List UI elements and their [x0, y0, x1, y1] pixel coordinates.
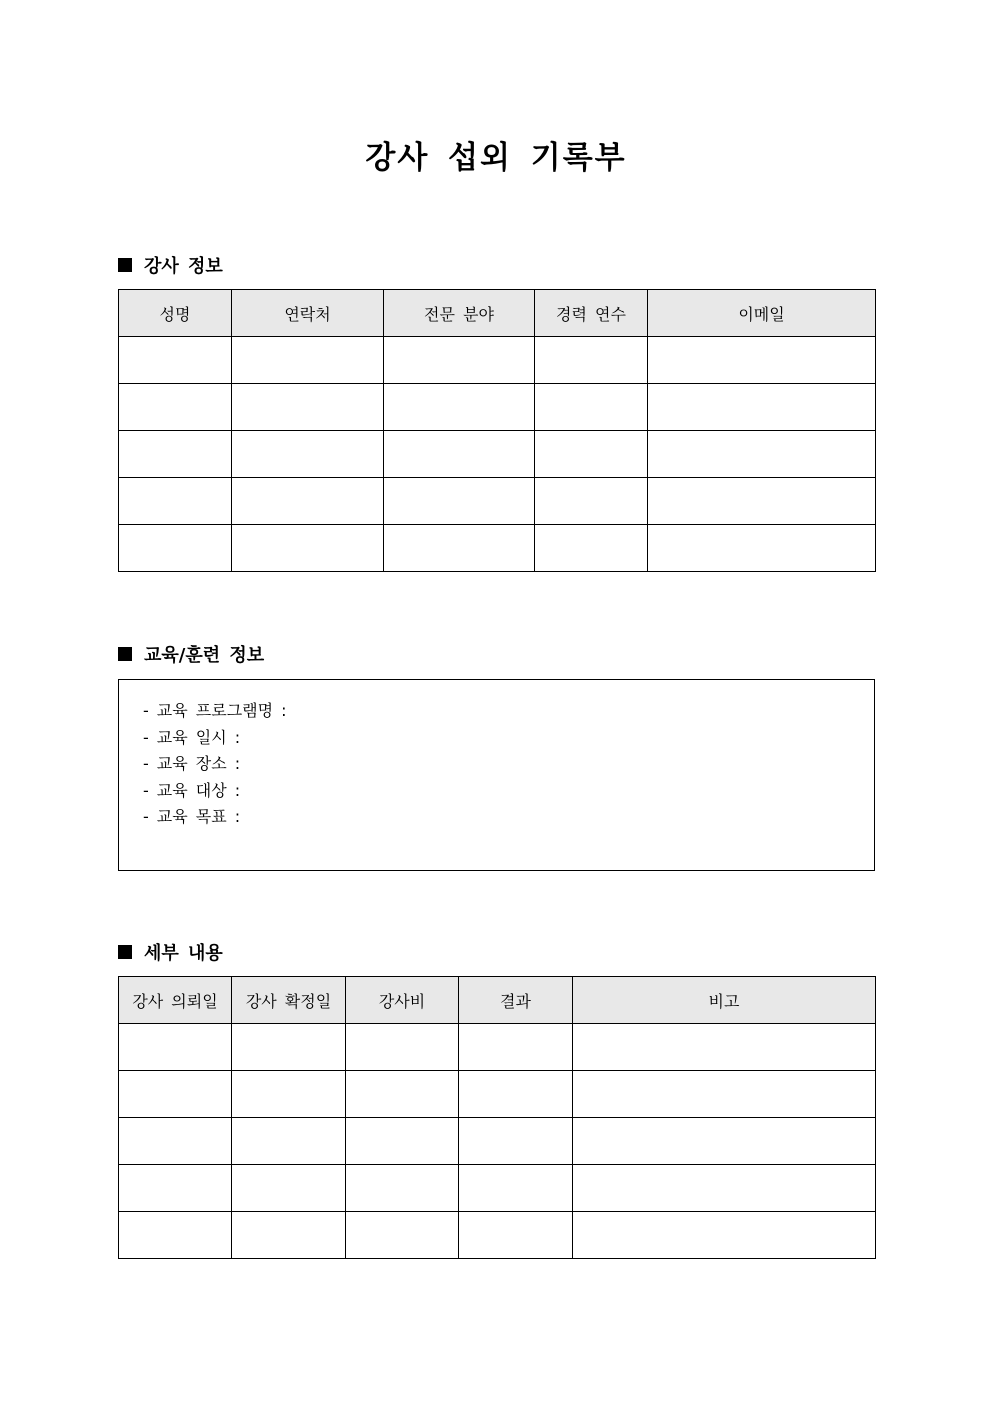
table-cell[interactable] [535, 337, 648, 384]
table-cell[interactable] [648, 431, 876, 478]
table-cell[interactable] [119, 1024, 232, 1071]
list-item[interactable]: - 교육 일시 : [143, 727, 241, 747]
list-item[interactable]: - 교육 목표 : [143, 807, 241, 827]
table-cell[interactable] [346, 1118, 459, 1165]
table-cell[interactable] [232, 1024, 346, 1071]
table-cell[interactable] [119, 1118, 232, 1165]
column-header-remarks: 비고 [573, 977, 876, 1024]
column-header-specialty: 전문 분야 [384, 290, 535, 337]
table-cell[interactable] [535, 478, 648, 525]
table-cell[interactable] [346, 1212, 459, 1259]
section-heading-label: 세부 내용 [144, 943, 223, 964]
table-cell[interactable] [459, 1165, 573, 1212]
table-row [119, 1071, 876, 1118]
section-heading-label: 교육/훈련 정보 [144, 645, 265, 666]
table-cell[interactable] [346, 1024, 459, 1071]
list-item[interactable]: - 교육 대상 : [143, 780, 241, 800]
table-cell[interactable] [232, 337, 384, 384]
column-header-request-date: 강사 의뢰일 [119, 977, 232, 1024]
table-cell[interactable] [384, 525, 535, 572]
table-cell[interactable] [648, 478, 876, 525]
list-item-label: 교육 프로그램명 : [156, 701, 287, 720]
table-cell[interactable] [459, 1071, 573, 1118]
table-row [119, 525, 876, 572]
table-cell[interactable] [232, 1071, 346, 1118]
table-cell[interactable] [119, 525, 232, 572]
table-cell[interactable] [346, 1165, 459, 1212]
table-cell[interactable] [573, 1165, 876, 1212]
table-cell[interactable] [573, 1024, 876, 1071]
table-cell[interactable] [119, 431, 232, 478]
column-header-email: 이메일 [648, 290, 876, 337]
table-cell[interactable] [119, 1165, 232, 1212]
table-cell[interactable] [384, 478, 535, 525]
table-header-row [119, 290, 876, 337]
table-cell[interactable] [119, 1071, 232, 1118]
column-header-contact: 연락처 [232, 290, 384, 337]
table-cell[interactable] [535, 525, 648, 572]
table-cell[interactable] [232, 1212, 346, 1259]
table-row [119, 1165, 876, 1212]
table-row [119, 1212, 876, 1259]
table-header-row [119, 977, 876, 1024]
section-heading-details [118, 940, 223, 964]
section-heading-label: 강사 정보 [144, 256, 223, 277]
page-title: 강사 섭외 기록부 [365, 140, 627, 176]
list-item-label: 교육 대상 : [156, 780, 241, 800]
column-header-fee: 강사비 [346, 977, 459, 1024]
table-cell[interactable] [232, 1165, 346, 1212]
table-cell[interactable] [573, 1071, 876, 1118]
table-cell[interactable] [535, 431, 648, 478]
list-item-label: 교육 장소 : [156, 754, 241, 774]
column-header-experience: 경력 연수 [535, 290, 648, 337]
table-cell[interactable] [232, 1118, 346, 1165]
table-cell[interactable] [346, 1071, 459, 1118]
table-cell[interactable] [119, 1212, 232, 1259]
table-cell[interactable] [384, 384, 535, 431]
square-bullet-icon [118, 647, 132, 661]
square-bullet-icon [118, 945, 132, 959]
instructor-table [118, 289, 876, 572]
column-header-name: 성명 [119, 290, 232, 337]
details-table [118, 976, 876, 1259]
table-row [119, 1024, 876, 1071]
table-cell[interactable] [119, 337, 232, 384]
table-cell[interactable] [384, 337, 535, 384]
table-cell[interactable] [459, 1024, 573, 1071]
table-cell[interactable] [119, 384, 232, 431]
training-info-box [118, 679, 875, 871]
table-row [119, 431, 876, 478]
table-cell[interactable] [232, 431, 384, 478]
column-header-result: 결과 [459, 977, 573, 1024]
list-item[interactable]: - 교육 프로그램명 : [143, 701, 287, 720]
table-cell[interactable] [535, 384, 648, 431]
table-cell[interactable] [459, 1212, 573, 1259]
table-row [119, 478, 876, 525]
table-cell[interactable] [232, 525, 384, 572]
table-cell[interactable] [232, 384, 384, 431]
table-row [119, 384, 876, 431]
table-cell[interactable] [573, 1118, 876, 1165]
table-cell[interactable] [384, 431, 535, 478]
section-heading-instructor [118, 253, 223, 277]
table-cell[interactable] [648, 337, 876, 384]
table-row [119, 337, 876, 384]
list-item-label: 교육 목표 : [156, 807, 241, 827]
table-cell[interactable] [648, 384, 876, 431]
table-cell[interactable] [648, 525, 876, 572]
table-cell[interactable] [459, 1118, 573, 1165]
training-info-list [119, 680, 874, 831]
table-row [119, 1118, 876, 1165]
list-item-label: 교육 일시 : [156, 727, 241, 747]
table-cell[interactable] [232, 478, 384, 525]
column-header-confirm-date: 강사 확정일 [232, 977, 346, 1024]
table-cell[interactable] [573, 1212, 876, 1259]
list-item[interactable]: - 교육 장소 : [143, 754, 241, 774]
section-heading-training [118, 642, 264, 666]
square-bullet-icon [118, 258, 132, 272]
table-cell[interactable] [119, 478, 232, 525]
